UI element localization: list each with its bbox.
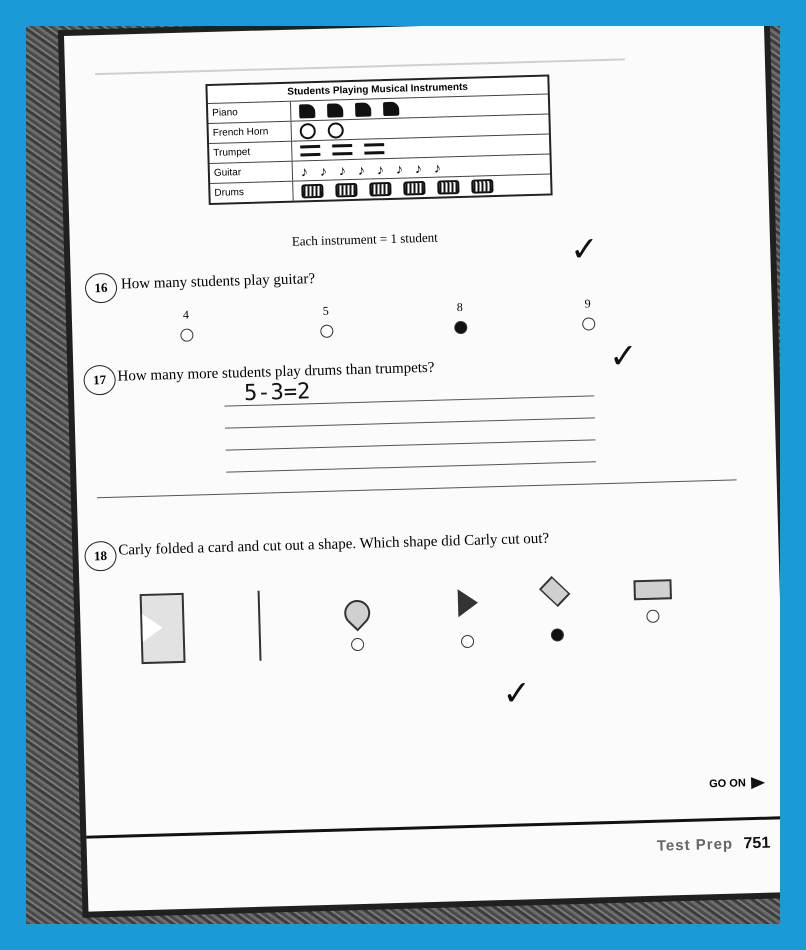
go-on-indicator bbox=[709, 777, 765, 791]
arrow-right-icon bbox=[751, 777, 765, 789]
rectangle-shape bbox=[633, 579, 672, 600]
card-cutout bbox=[142, 613, 163, 642]
answer-bubble[interactable] bbox=[320, 325, 333, 338]
drum-icon bbox=[471, 179, 493, 194]
guitar-icon: ♪ bbox=[414, 159, 423, 176]
answer-bubble[interactable] bbox=[461, 635, 474, 648]
guitar-icon: ♪ bbox=[338, 161, 347, 178]
question-16-number: 16 bbox=[85, 273, 118, 304]
section-divider bbox=[97, 479, 737, 498]
check-mark-icon: ✓ bbox=[608, 336, 639, 377]
diamond-shape bbox=[539, 576, 570, 607]
answer-bubble[interactable] bbox=[646, 610, 659, 623]
drum-icon bbox=[335, 182, 357, 197]
french-horn-icons bbox=[291, 120, 344, 140]
piano-icons bbox=[291, 99, 399, 121]
trumpet-icon bbox=[364, 143, 384, 155]
choice-a[interactable] bbox=[176, 307, 197, 342]
choice-label: 9 bbox=[584, 296, 591, 311]
row-label: Drums bbox=[210, 182, 293, 203]
answer-bubble[interactable] bbox=[180, 329, 193, 342]
piano-icon bbox=[327, 103, 343, 117]
answer-line bbox=[225, 417, 595, 428]
triangle-shape bbox=[458, 589, 479, 618]
answer-bubble-filled[interactable] bbox=[551, 628, 564, 641]
row-label: Trumpet bbox=[209, 142, 292, 163]
drum-icon bbox=[301, 183, 323, 198]
drum-icon bbox=[437, 180, 459, 195]
guitar-icon: ♪ bbox=[357, 161, 366, 178]
pictograph-key: Each instrument = 1 student bbox=[291, 229, 438, 249]
handwritten-answer: 5-3=2 bbox=[243, 379, 311, 407]
fold-line bbox=[258, 591, 262, 661]
footer-label: Test Prep bbox=[656, 835, 734, 855]
teardrop-shape bbox=[339, 595, 376, 632]
answer-bubble[interactable] bbox=[582, 317, 595, 330]
guitar-icon: ♪ bbox=[433, 159, 442, 176]
row-label: Guitar bbox=[210, 162, 293, 183]
piano-icon bbox=[355, 102, 371, 116]
french-horn-icon bbox=[300, 123, 316, 139]
choice-label: 5 bbox=[322, 303, 329, 318]
choice-c[interactable] bbox=[450, 300, 471, 335]
go-on-label: GO ON bbox=[708, 777, 746, 791]
trumpet-icons bbox=[292, 139, 384, 161]
question-18-text: Carly folded a card and cut out a shape. Which shape did Carly cut out? bbox=[118, 530, 550, 559]
bottom-rule bbox=[86, 816, 780, 839]
question-17-number: 17 bbox=[83, 365, 116, 396]
page-footer bbox=[657, 835, 771, 856]
drum-icon bbox=[369, 181, 391, 196]
choice-d[interactable] bbox=[577, 296, 598, 331]
answer-bubble-filled[interactable] bbox=[454, 321, 467, 334]
page-number: 751 bbox=[743, 834, 771, 853]
answer-bubble[interactable] bbox=[351, 638, 364, 651]
guitar-icon: ♪ bbox=[376, 160, 385, 177]
choice-label: 8 bbox=[456, 299, 463, 315]
piano-icon bbox=[299, 104, 315, 118]
answer-line bbox=[226, 461, 596, 472]
question-18-number: 18 bbox=[84, 541, 117, 572]
top-rule bbox=[95, 58, 625, 75]
check-mark-icon: ✓ bbox=[501, 673, 532, 715]
pictograph bbox=[205, 74, 552, 205]
guitar-icon: ♪ bbox=[395, 160, 404, 177]
folded-card-image bbox=[140, 593, 186, 664]
drum-icon bbox=[403, 180, 425, 195]
french-horn-icon bbox=[328, 122, 344, 138]
photo-background bbox=[26, 26, 780, 924]
pictograph-title: Students Playing Musical Instruments bbox=[207, 77, 547, 104]
trumpet-icon bbox=[332, 144, 352, 156]
question-17-text: How many more students play drums than trumpets? bbox=[117, 359, 435, 385]
trumpet-icon bbox=[300, 145, 320, 157]
choice-label: 4 bbox=[182, 307, 190, 322]
question-16-text: How many students play guitar? bbox=[120, 271, 316, 293]
choice-b[interactable] bbox=[316, 304, 337, 339]
guitar-icon: ♪ bbox=[319, 162, 328, 179]
check-mark-icon: ✓ bbox=[569, 229, 600, 270]
answer-line bbox=[226, 439, 596, 450]
row-label: French Horn bbox=[209, 122, 292, 143]
worksheet-page bbox=[64, 26, 780, 912]
row-label: Piano bbox=[208, 102, 291, 123]
piano-icon bbox=[383, 101, 399, 115]
guitar-icon: ♪ bbox=[300, 162, 309, 179]
